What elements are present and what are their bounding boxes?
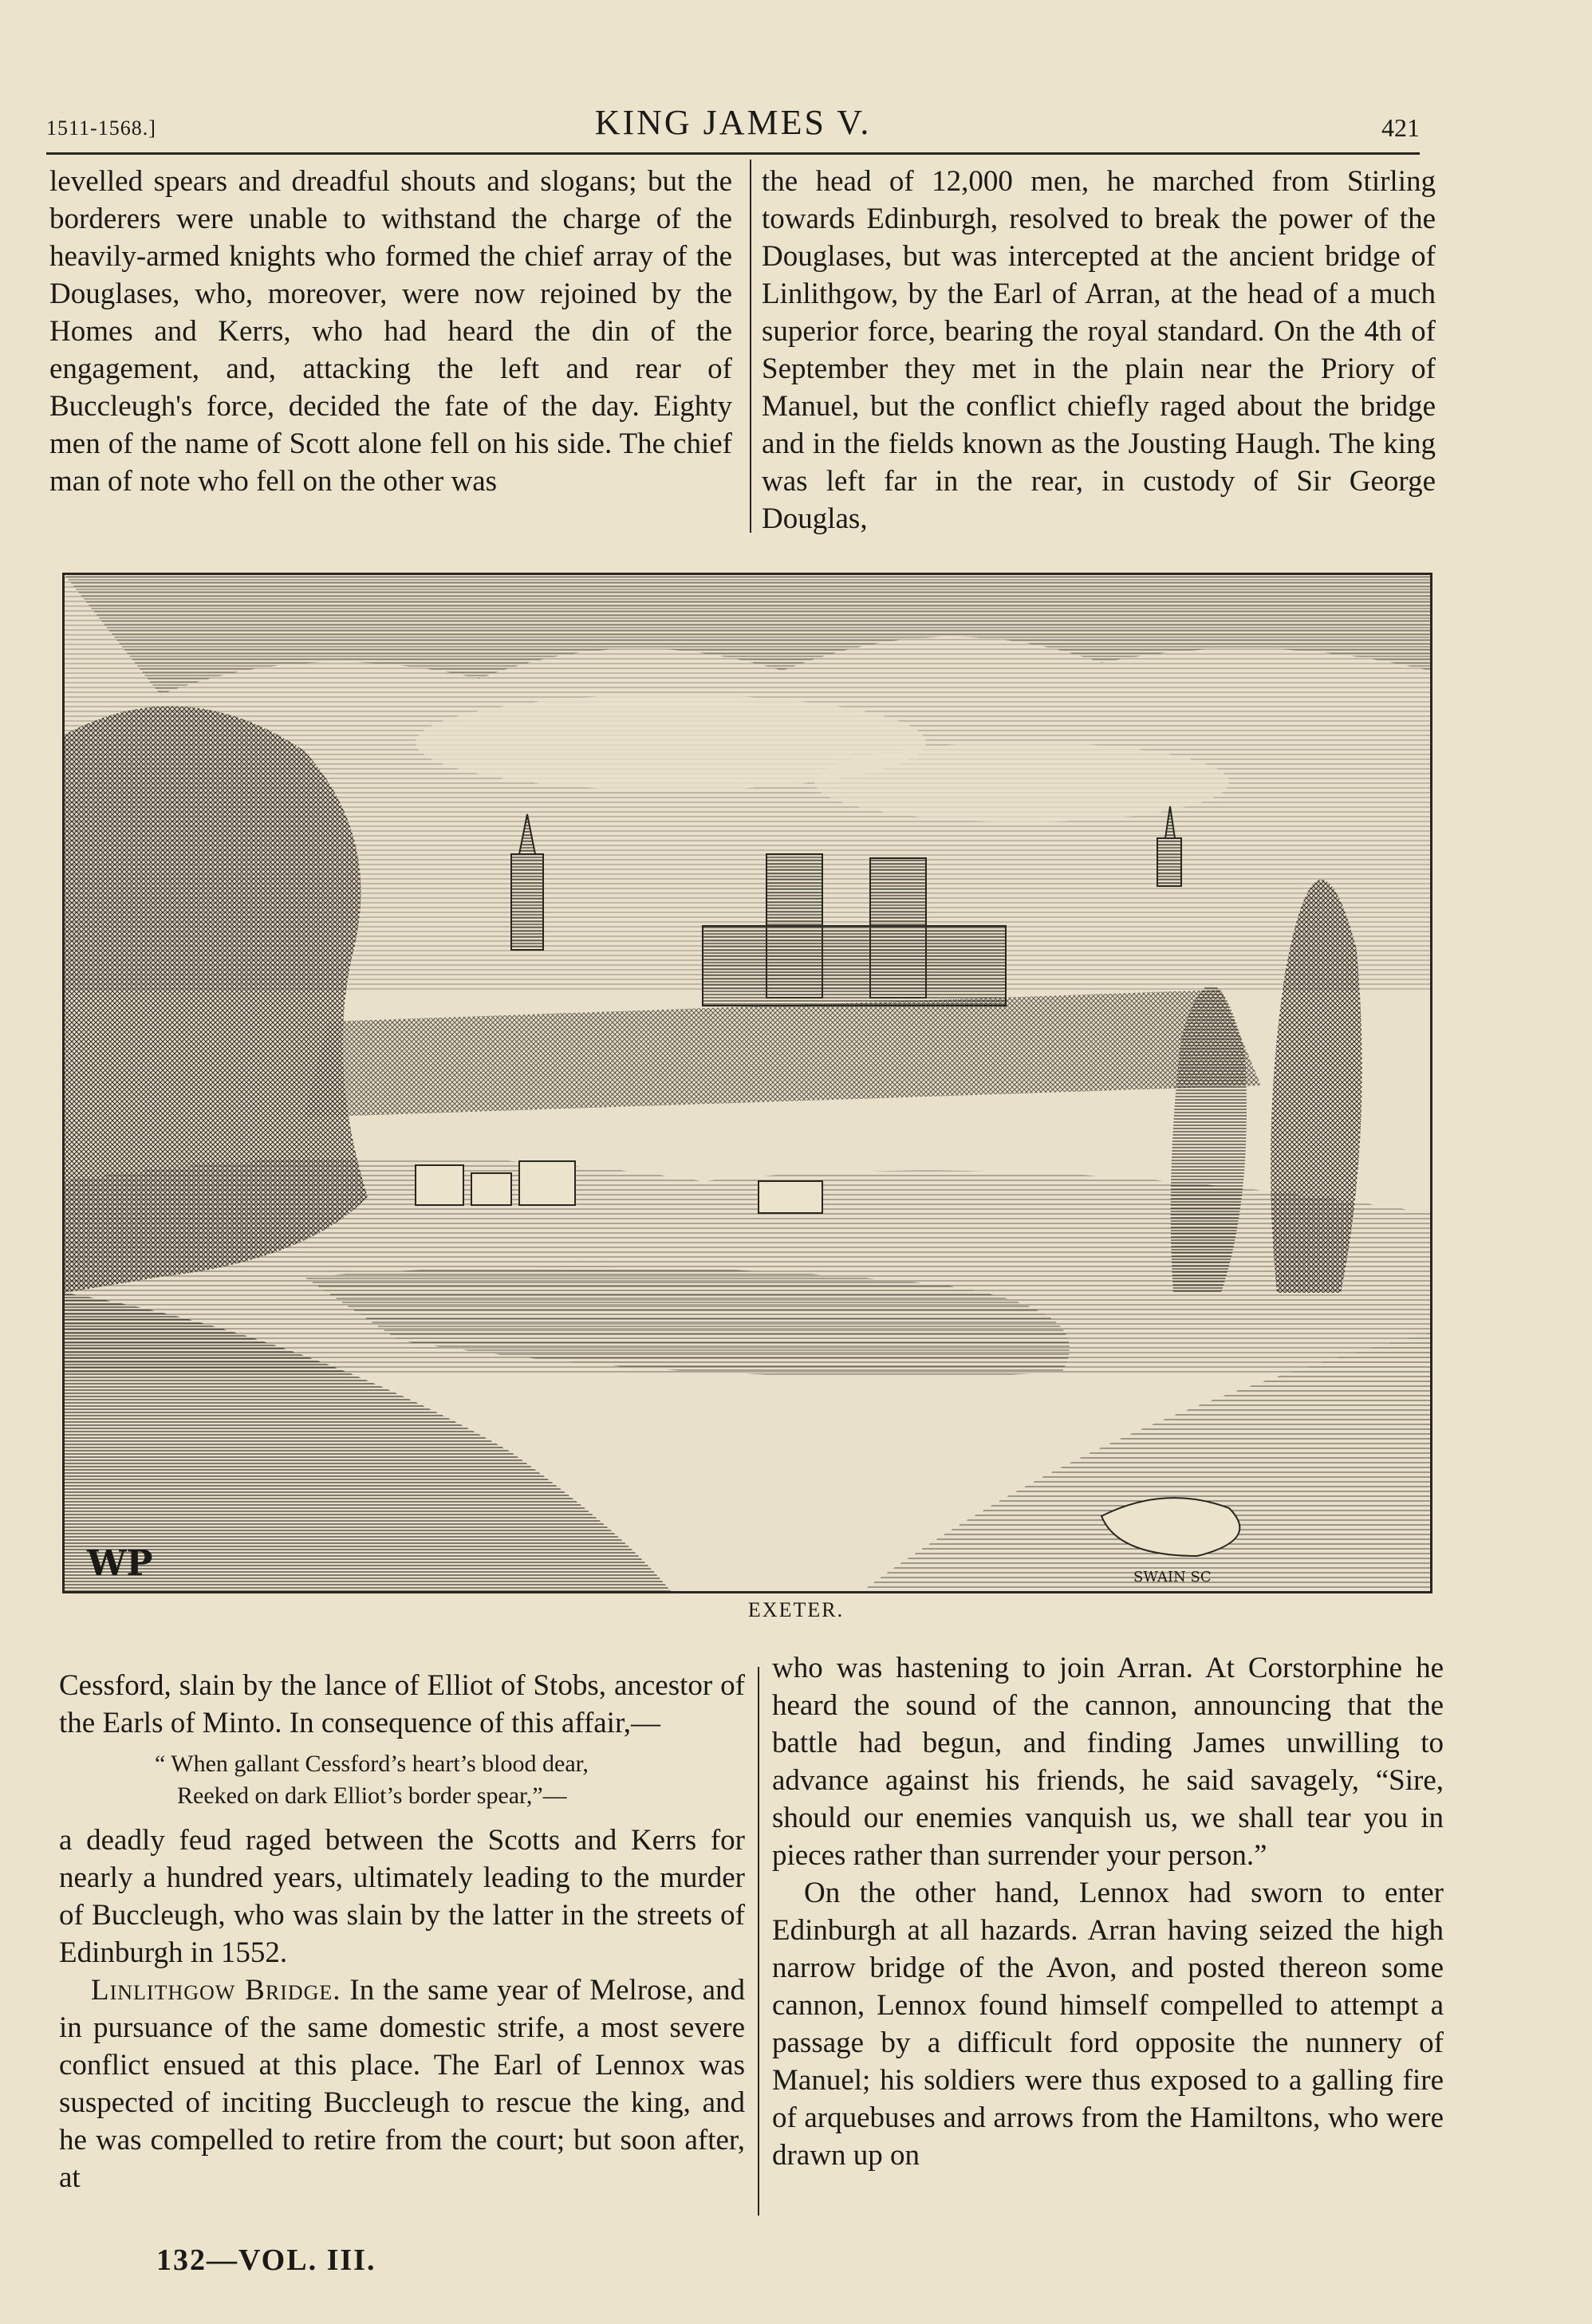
header-rule xyxy=(46,152,1420,155)
column-bottom-right xyxy=(772,1649,1444,2174)
verse-line: Reeked on dark Elliot’s border spear,”— xyxy=(177,1782,567,1809)
verse-line: “ When gallant Cessford’s heart’s blood dear, xyxy=(155,1751,589,1777)
signature-mark: 132—VOL. III. xyxy=(156,2243,376,2277)
column-top-right xyxy=(762,163,1436,538)
paragraph xyxy=(59,1971,745,2196)
column-divider xyxy=(750,160,751,533)
paragraph: a deadly feud raged between the Scotts and Kerrs for nearly a hundred years, ultimately leading to the murder of Buccleugh, who was slain by the latter in the streets of Edinburgh in 1552. xyxy=(59,1824,745,1969)
section-heading: Linlithgow Bridge. xyxy=(91,1974,341,2007)
column-divider xyxy=(758,1667,759,2216)
illustration-caption: EXETER. xyxy=(747,1598,845,1621)
paragraph: On the other hand, Lennox had sworn to enter Edinburgh at all hazards. Arran having seized the high narrow bridge of the Avon, and posted thereon some cannon, Lennox found himself compelled to attempt a passage by a difficult ford opposite the nunnery of Manuel; his soldiers were thus exposed to a galling fire of arquebuses and arrows from the Hamiltons, who were drawn up on xyxy=(772,1877,1444,2172)
paragraph: levelled spears and dreadful shouts and slogans; but the borderers were unable to withstand the charge of the heavily-armed knights who formed the chief array of the Douglases, who, moreover, were now rejoined by the Homes and Kerrs, who had heard the din of the engagement, and, attacking the left and rear of Buccleugh's force, decided the fate of the day. Eighty men of the name of Scott alone fell on his side. The chief man of note who fell on the other was xyxy=(49,165,732,498)
paragraph: who was hastening to join Arran. At Corstorphine he heard the sound of the cannon, announcing that the battle had begun, and finding James unwilling to advance against his friends, he said savagely, “Sire, should our enemies vanquish us, we shall tear you in pieces rather than surrender your person.” xyxy=(772,1652,1444,1872)
paragraph-text: In the same year of Melrose, and in pursuance of the same domestic strife, a most severe conflict ensued at this place. The Earl of Lennox was suspected of inciting Buccleugh to rescue the king, and he was compelled to retire from the court; but soon after, at xyxy=(59,1974,745,2194)
paragraph: the head of 12,000 men, he marched from Stirling towards Edinburgh, resolved to break the power of the Douglases, but was intercepted at the ancient bridge of Linlithgow, by the Earl of Arran, at the head of a much superior force, bearing the royal standard. On the 4th of September they met in the plain near the Priory of Manuel, but the conflict chiefly raged about the bridge and in the fields known as the Jousting Haugh. The king was left far in the rear, in custody of Sir George Douglas, xyxy=(762,165,1436,535)
column-bottom-left xyxy=(59,1667,745,2196)
running-head-dates: 1511-1568.] xyxy=(46,116,156,140)
engraving-image xyxy=(65,575,1430,1591)
engraving-monogram: WP xyxy=(87,1543,153,1584)
engraver-signature: SWAIN SC xyxy=(1133,1569,1212,1585)
paragraph: Cessford, slain by the lance of Elliot of Stobs, ancestor of the Earls of Minto. In consequence of this affair,— xyxy=(59,1669,745,1739)
column-top-left xyxy=(49,163,732,500)
page-number: 421 xyxy=(1381,113,1420,142)
exeter-engraving xyxy=(62,573,1432,1593)
verse-quote xyxy=(59,1748,745,1812)
running-head-title: KING JAMES V. xyxy=(594,103,872,142)
running-head xyxy=(46,102,1420,150)
